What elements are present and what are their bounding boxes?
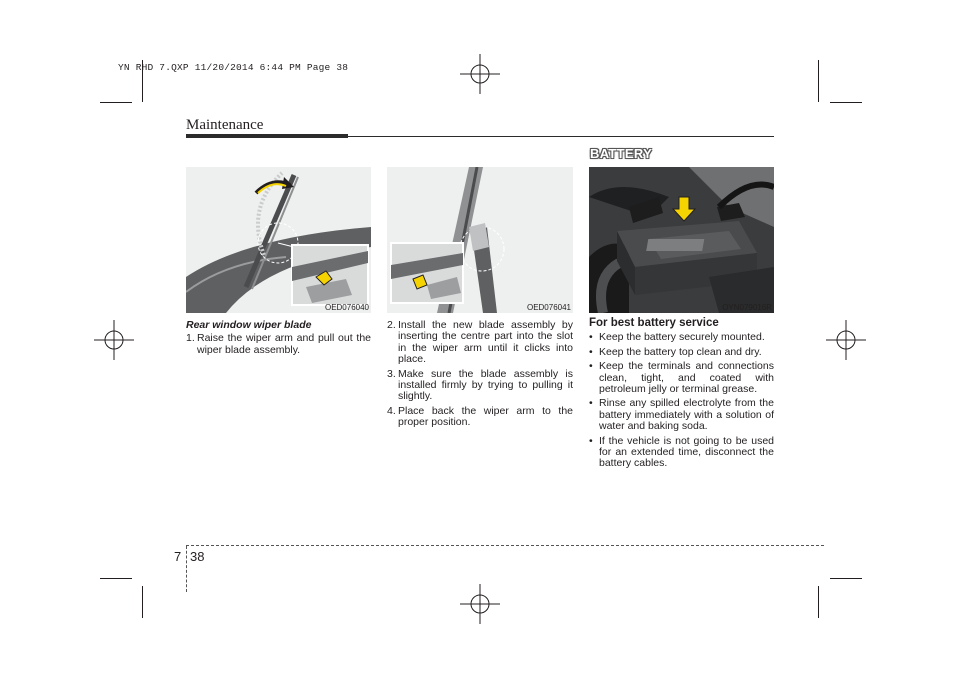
- bullet-text: Rinse any spilled electrolyte from the battery immediately with a solution of water and baking soda.: [599, 397, 774, 433]
- footer-separator: [186, 546, 187, 592]
- step-item: [387, 406, 573, 429]
- header-rule: [348, 136, 774, 137]
- figure-blade-install: [387, 167, 573, 313]
- list-item: [589, 398, 774, 432]
- wiper-raise-illustration: [186, 167, 371, 313]
- battery-heading: BATTERY: [590, 146, 653, 161]
- step-text: Install the new blade assembly by inserting the centre part into the slot in the wiper arm until it clicks into place.: [398, 319, 573, 366]
- bullet-text: Keep the terminals and connections clean, tight, and coated with petroleum jelly or terminal grease.: [599, 360, 774, 396]
- crop-mark: [100, 102, 132, 103]
- bullet-icon: •: [589, 397, 593, 410]
- registration-mark-icon: [826, 320, 866, 360]
- figure-wiper-raise: [186, 167, 371, 313]
- crop-mark: [100, 578, 132, 579]
- list-item: [589, 347, 774, 358]
- crop-mark: [818, 586, 819, 618]
- print-slug: YN RHD 7.QXP 11/20/2014 6:44 PM Page 38: [118, 62, 349, 73]
- figure-code: OED076040: [324, 303, 369, 312]
- step-number: 2.: [387, 319, 396, 331]
- step-item: [387, 369, 573, 403]
- list-item: [589, 332, 774, 343]
- crop-mark: [818, 60, 819, 102]
- crop-mark: [830, 578, 862, 579]
- crop-mark: [830, 102, 862, 103]
- page-number: 38: [190, 549, 205, 564]
- list-item: [589, 436, 774, 470]
- footer-rule: [186, 545, 824, 546]
- wiper-subheading: Rear window wiper blade: [186, 319, 312, 331]
- step-number: 1.: [186, 332, 195, 345]
- header-rule: [186, 134, 348, 138]
- bullet-text: Keep the battery securely mounted.: [599, 331, 765, 344]
- blade-install-illustration: [387, 167, 573, 313]
- step-text: Place back the wiper arm to the proper position.: [398, 404, 573, 429]
- step-text: Make sure the blade assembly is installed firmly by trying to pulling it slightly.: [398, 367, 573, 403]
- left-column: [186, 320, 371, 359]
- bullet-text: If the vehicle is not going to be used for an extended time, disconnect the battery cables.: [599, 434, 774, 470]
- middle-column: [387, 320, 573, 432]
- list-item: [589, 361, 774, 395]
- bullet-icon: •: [589, 331, 593, 344]
- bullet-icon: •: [589, 434, 593, 447]
- crop-mark: [142, 586, 143, 618]
- registration-mark-icon: [94, 320, 134, 360]
- battery-subheading: For best battery service: [589, 317, 719, 329]
- step-number: 3.: [387, 367, 396, 380]
- figure-battery: [589, 167, 774, 313]
- battery-illustration: [589, 167, 774, 313]
- right-column: [589, 318, 774, 473]
- chapter-number: 7: [174, 549, 182, 564]
- step-number: 4.: [387, 404, 396, 417]
- step-text: Raise the wiper arm and pull out the wiper blade assembly.: [197, 332, 371, 356]
- bullet-text: Keep the battery top clean and dry.: [599, 345, 762, 358]
- step-item: [387, 320, 573, 366]
- bullet-icon: •: [589, 360, 593, 373]
- registration-mark-icon: [460, 584, 500, 624]
- figure-code: OYN079016R: [722, 303, 772, 312]
- figure-code: OED076041: [526, 303, 571, 312]
- step-item: [186, 333, 371, 356]
- registration-mark-icon: [460, 54, 500, 94]
- bullet-icon: •: [589, 345, 593, 358]
- section-title: Maintenance: [186, 117, 264, 133]
